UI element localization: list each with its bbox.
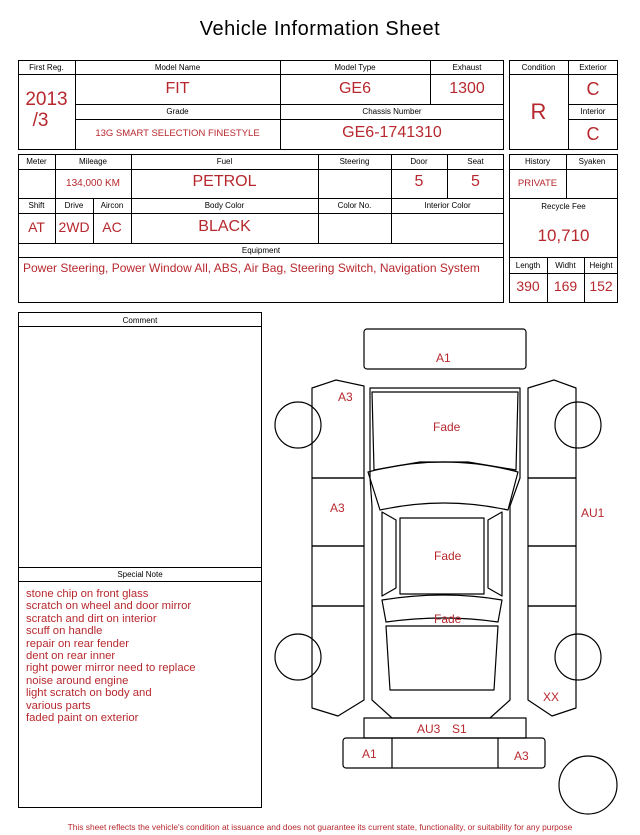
history-value: PRIVATE	[517, 178, 558, 189]
history-label: History	[525, 157, 550, 166]
mileage-label: Mileage	[78, 157, 107, 166]
special-note-item: scuff on handle	[26, 625, 103, 638]
mark-rear-panel-2: S1	[452, 722, 467, 736]
special-note-item: dent on rear inner	[26, 650, 116, 663]
recycle-label: Recycle Fee	[541, 202, 586, 211]
spare-wheel	[559, 756, 617, 814]
mileage-value: 134,000 KM	[66, 178, 120, 189]
model-type-label: Model Type	[334, 63, 376, 72]
windshield	[368, 462, 518, 510]
syaken-label: Syaken	[578, 157, 606, 166]
height-value: 152	[589, 278, 613, 294]
fuel-label: Fuel	[216, 157, 233, 166]
exterior-label: Exterior	[579, 63, 607, 72]
mark-left-side: A3	[330, 501, 345, 515]
drive-value: 2WD	[58, 219, 90, 235]
length-label: Length	[515, 261, 541, 270]
fuel-value: PETROL	[192, 173, 257, 190]
exterior-value: C	[586, 79, 600, 99]
drive-label: Drive	[64, 201, 84, 210]
left-window	[382, 512, 396, 596]
condition-label: Condition	[521, 63, 556, 72]
width-label: Widht	[555, 261, 576, 270]
equipment-label: Equipment	[241, 246, 281, 255]
steering-label: Steering	[339, 157, 370, 166]
height-label: Height	[589, 261, 613, 270]
grade-label: Grade	[166, 107, 189, 116]
mark-rear-panel-1: AU3	[417, 722, 441, 736]
color-no-label: Color No.	[337, 201, 372, 210]
interior-label: Interior	[580, 107, 606, 116]
seat-label: Seat	[467, 157, 484, 166]
mark-trunk: Fade	[434, 612, 462, 626]
special-note-item: scratch on wheel and door mirror	[26, 600, 192, 613]
rear-panel	[364, 718, 526, 738]
length-value: 390	[516, 278, 540, 294]
mark-front-bumper: A1	[436, 351, 451, 365]
width-value: 169	[553, 278, 578, 294]
wheel-rear-left	[275, 634, 321, 680]
left-rear-door	[312, 546, 364, 606]
exhaust-label: Exhaust	[452, 63, 482, 72]
mark-roof: Fade	[434, 549, 462, 563]
first-reg-label: First Reg.	[29, 63, 64, 72]
right-rear-door	[528, 546, 576, 606]
special-note-item: light scratch on body and	[26, 687, 152, 700]
first-reg-year: 2013	[25, 89, 68, 110]
grade-value: 13G SMART SELECTION FINESTYLE	[95, 128, 260, 139]
interior-value: C	[586, 124, 600, 144]
special-note-item: faded paint on exterior	[26, 712, 139, 725]
wheel-rear-right	[555, 634, 601, 680]
chassis-label: Chassis Number	[362, 107, 422, 116]
body-color-label: Body Color	[204, 201, 245, 210]
special-note-item: stone chip on front glass	[26, 588, 149, 600]
special-note-item: right power mirror need to replace	[26, 662, 196, 675]
special-note-label: Special Note	[117, 570, 163, 579]
equipment-value: Power Steering, Power Window All, ABS, Air Bag, Steering Switch, Navigation System	[23, 261, 480, 275]
right-front-door	[528, 478, 576, 546]
special-note-item: various parts	[26, 699, 91, 712]
model-name-value: FIT	[165, 80, 190, 97]
wheel-front-left	[275, 402, 321, 448]
left-rear-fender	[312, 606, 364, 716]
chassis-value: GE6-1741310	[342, 124, 442, 141]
mark-rear-bumper-left: A1	[362, 747, 377, 761]
trunk	[386, 626, 498, 690]
door-label: Door	[410, 157, 428, 166]
wheel-front-right	[555, 402, 601, 448]
model-name-label: Model Name	[154, 63, 201, 72]
aircon-value: AC	[102, 219, 122, 235]
seat-value: 5	[471, 173, 480, 190]
door-value: 5	[414, 173, 424, 190]
model-type-value: GE6	[338, 80, 371, 97]
right-front-fender	[528, 380, 576, 478]
page-title: Vehicle Information Sheet	[199, 18, 441, 40]
meter-label: Meter	[26, 157, 47, 166]
comment-label: Comment	[122, 316, 158, 325]
special-note-item: scratch and dirt on interior	[26, 612, 157, 625]
shift-value: AT	[28, 219, 45, 235]
body-color-value: BLACK	[198, 218, 251, 235]
shift-label: Shift	[28, 201, 45, 210]
recycle-value: 10,710	[537, 226, 590, 245]
first-reg-month: /3	[32, 110, 49, 131]
mark-rear-right: XX	[543, 690, 560, 704]
disclaimer-footer: This sheet reflects the vehicle's condition at issuance and does not guarantee its current state, functionality, or suitability for any purpose	[67, 822, 573, 832]
exhaust-value: 1300	[449, 80, 485, 97]
mark-hood: Fade	[433, 420, 461, 434]
right-window	[488, 512, 502, 596]
mark-front-left: A3	[338, 390, 353, 404]
special-note-item: noise around engine	[26, 674, 129, 687]
special-note-item: repair on rear fender	[26, 637, 129, 650]
mark-rear-bumper-right: A3	[514, 749, 529, 763]
condition-value: R	[530, 99, 547, 124]
aircon-label: Aircon	[100, 201, 124, 210]
interior-color-label: Interior Color	[424, 201, 471, 210]
mark-right-side: AU1	[581, 506, 605, 520]
